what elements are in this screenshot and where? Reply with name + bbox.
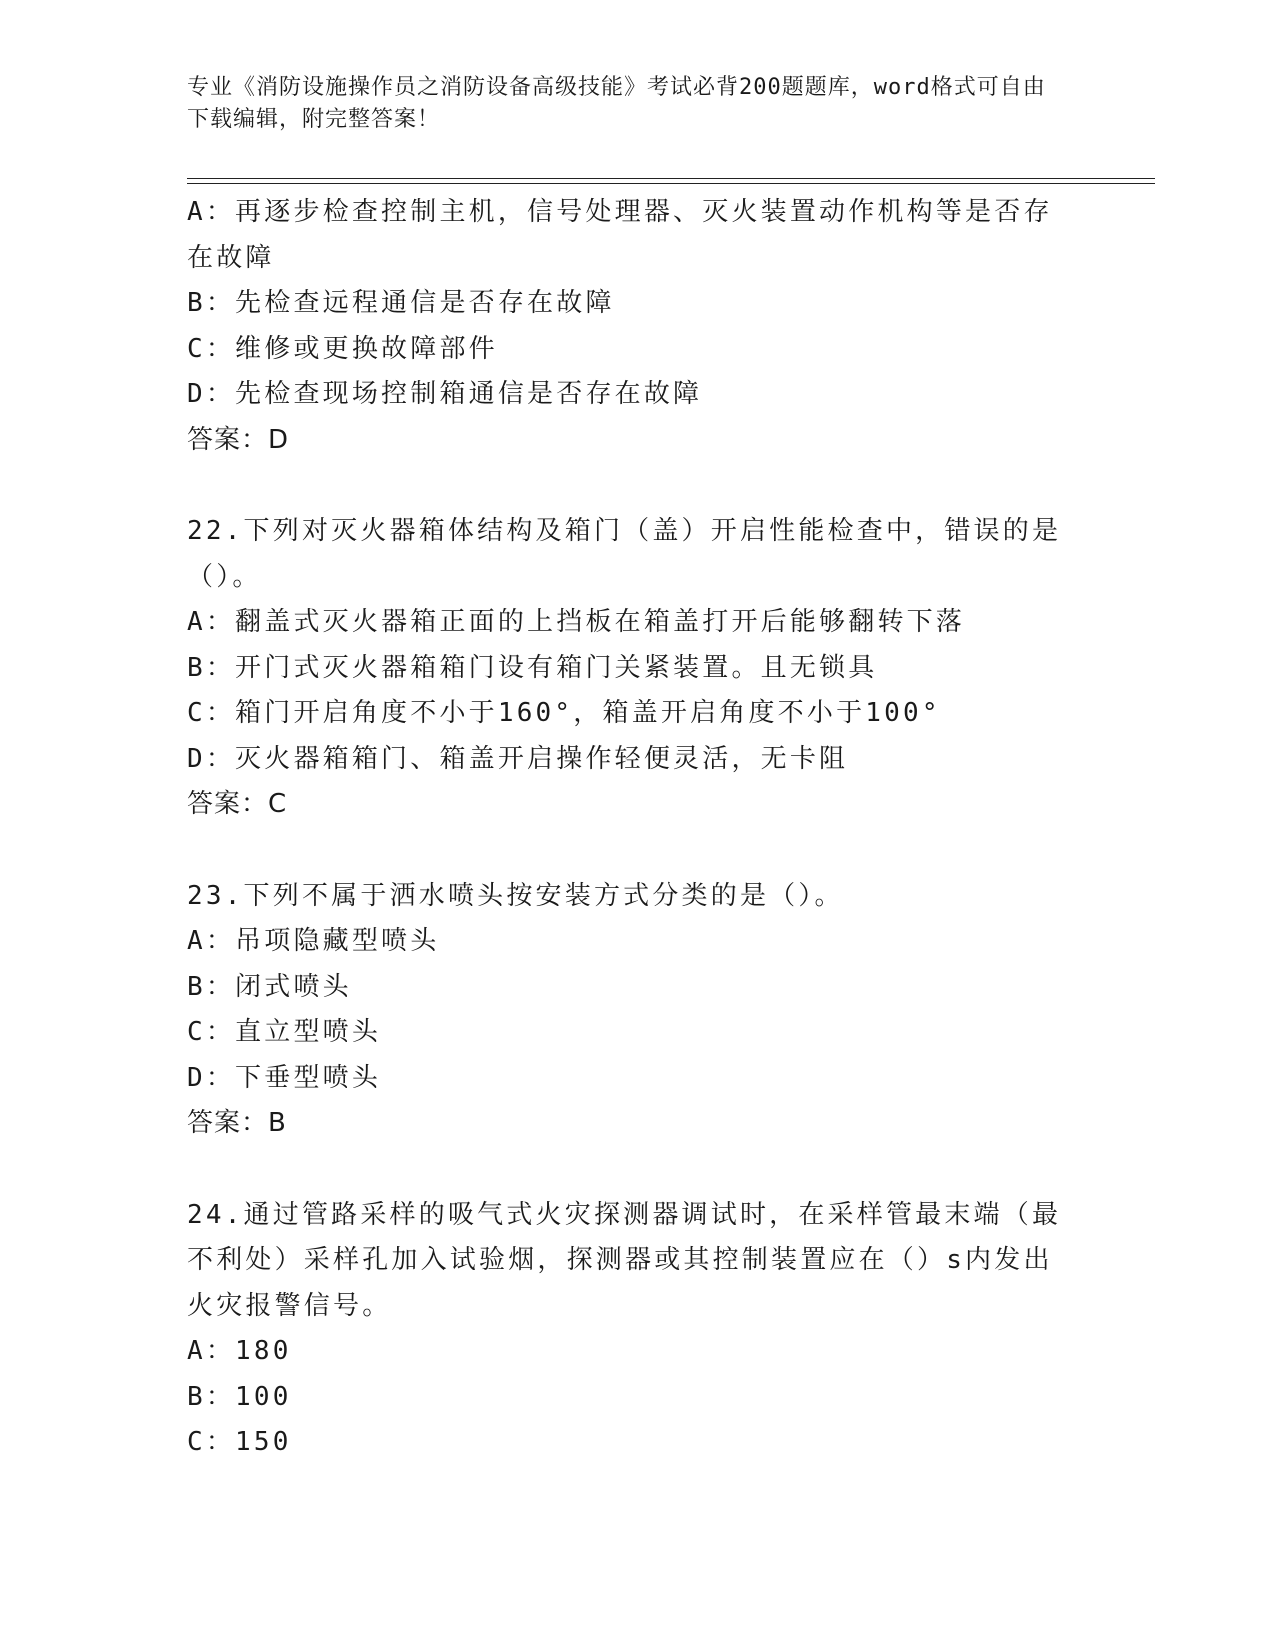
spacer [187, 463, 1077, 509]
q23-option-b: B：闭式喷头 [187, 971, 352, 1002]
q23-option-a: A：吊项隐藏型喷头 [187, 926, 440, 956]
q22-option-d: D：灭火器箱箱门、箱盖开启操作轻便灵活，无卡阻 [187, 743, 849, 774]
q23-option-d: D：下垂型喷头 [187, 1062, 382, 1093]
question-23-block [187, 874, 1077, 1147]
q22-option-a: A：翻盖式灭火器箱正面的上挡板在箱盖打开后能够翻转下落 [187, 607, 966, 637]
q22-option-b: B：开门式灭火器箱箱门设有箱门关紧装置。且无锁具 [187, 652, 878, 683]
spacer [187, 1147, 1077, 1193]
header-rule-bottom [187, 183, 1155, 184]
q22-option-c: C：箱门开启角度不小于160°，箱盖开启角度不小于100° [187, 698, 941, 728]
q24-option-a: A：180 [187, 1336, 292, 1366]
question-21-block [187, 190, 1077, 463]
q24-stem: 24.通过管路采样的吸气式火灾探测器调试时，在采样管最末端（最不利处）采样孔加入试验烟，探测器或其控制装置应在（）s内发出火灾报警信号。 [187, 1199, 1062, 1321]
q21-option-c: C：维修或更换故障部件 [187, 333, 498, 364]
header-rule-top [187, 178, 1155, 179]
q23-stem: 23.下列不属于洒水喷头按安装方式分类的是（）。 [187, 880, 844, 911]
q21-option-d: D：先检查现场控制箱通信是否存在故障 [187, 379, 703, 409]
question-24-block [187, 1193, 1077, 1466]
q24-option-c: C：150 [187, 1427, 292, 1457]
q21-option-a: A：再逐步检查控制主机，信号处理器、灭火装置动作机构等是否存在故障 [187, 197, 1053, 273]
document-header: 专业《消防设施操作员之消防设备高级技能》考试必背200题题库，word格式可自由下载编辑，附完整答案！ [187, 75, 1046, 132]
q21-answer: 答案：D [187, 424, 290, 455]
q23-answer: 答案：B [187, 1108, 287, 1138]
document-body [187, 190, 1077, 1466]
question-22-block [187, 509, 1077, 828]
q21-option-b: B：先检查远程通信是否存在故障 [187, 288, 615, 318]
q24-option-b: B：100 [187, 1381, 292, 1412]
q23-option-c: C：直立型喷头 [187, 1017, 382, 1047]
spacer [187, 828, 1077, 874]
q22-stem: 22.下列对灭火器箱体结构及箱门（盖）开启性能检查中，错误的是（）。 [187, 516, 1062, 592]
q22-answer: 答案：C [187, 789, 288, 819]
